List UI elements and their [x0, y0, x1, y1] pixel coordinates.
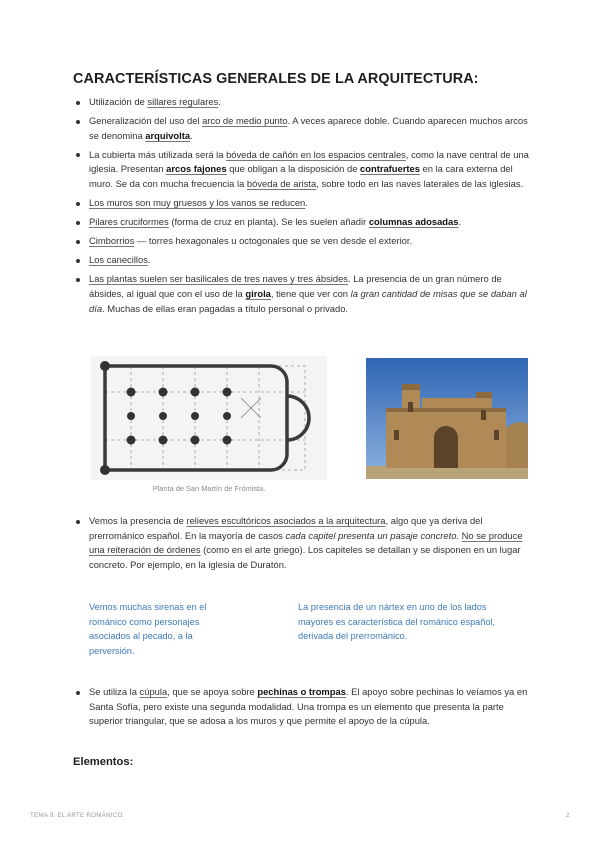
- list-item: Generalización del uso del arco de medio punto. A veces aparece doble. Cuando aparecen muchos arcos se denomina arquivolta.: [76, 114, 534, 143]
- footer-title: TEMA 9. EL ARTE ROMÁNICO.: [30, 812, 125, 819]
- list-item: Se utiliza la cúpula, que se apoya sobre pechinas o trompas. El apoyo sobre pechinas lo veíamos ya en Santa Sofía, pero existe una segunda modalidad. Una trompa es un elemento que presenta la parte superior triangular, que se adosa a los muros y que permite el apoyo de la cúpula.: [76, 685, 534, 729]
- features-list-top: [76, 95, 534, 321]
- list-item: Las plantas suelen ser basilicales de tres naves y tres ábsides. La presencia de un gran número de ábsides, al igual que con el uso de la girola, tiene que ver con la gran cantidad de misas que se daban al día. Muchas de ellas eran pagadas a título personal o privado.: [76, 272, 534, 316]
- list-item: Vemos la presencia de relieves escultóricos asociados a la arquitectura, algo que ya deriva del prerrománico español. En la mayoría de casos cada capitel presenta un pasaje concreto. No se produce una reiteración de órdenes (como en el arte griego). Los capiteles se detallan y se disponen en un lugar concreto. Por ejemplo, en la iglesia de Duratón.: [76, 514, 534, 572]
- list-item: Los canecillos.: [76, 253, 534, 268]
- features-list-middle: [76, 514, 534, 577]
- page-title: CARACTERÍSTICAS GENERALES DE LA ARQUITECTURA:: [73, 71, 479, 87]
- figure-caption: Planta de San Martín de Frómista.: [152, 484, 266, 493]
- list-item: La cubierta más utilizada será la bóveda de cañón en los espacios centrales, como la nave central de una iglesia. Presentan arcos fajones que obligan a la disposición de contrafuertes en la cara externa del muro. Se da con mucha frecuencia la bóveda de arista, sobre todo en las naves laterales de las iglesias.: [76, 148, 534, 192]
- page-number: 2: [566, 812, 570, 819]
- list-item: Cimborrios — torres hexagonales u octogonales que se ven desde el exterior.: [76, 234, 534, 249]
- church-photo: [366, 358, 528, 479]
- section-subheading: Elementos:: [73, 756, 134, 768]
- margin-note-left: Vemos muchas sirenas en el románico como personajes asociados al pecado, a la perversión.: [89, 602, 207, 656]
- floor-plan-image: [91, 356, 327, 480]
- list-item: Utilización de sillares regulares.: [76, 95, 534, 110]
- list-item: Pilares cruciformes (forma de cruz en planta). Se les suelen añadir columnas adosadas.: [76, 215, 534, 230]
- margin-note-right: La presencia de un nártex en uno de los lados mayores es característica del románico español, derivada del prerrománico.: [298, 602, 496, 642]
- features-list-bottom: [76, 685, 534, 733]
- list-item: Los muros son muy gruesos y los vanos se reducen.: [76, 196, 534, 211]
